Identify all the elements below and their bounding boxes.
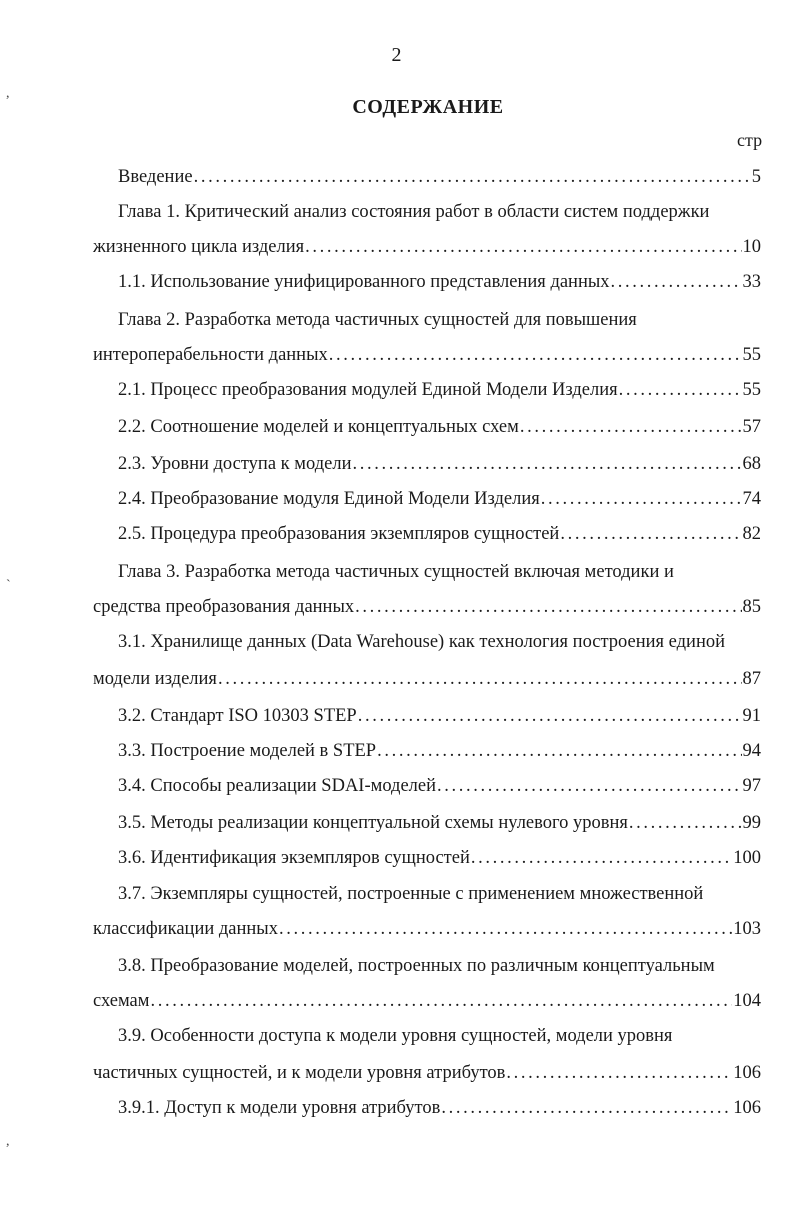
toc-entry[interactable] bbox=[118, 811, 761, 835]
toc-entry[interactable] bbox=[93, 595, 761, 619]
toc-entry[interactable] bbox=[118, 165, 761, 189]
toc-entry-title-first-line: Глава 2. Разработка метода частичных сущностей для повышения bbox=[118, 310, 637, 330]
toc-leader bbox=[560, 522, 741, 546]
toc-entry[interactable] bbox=[118, 487, 761, 511]
toc-leader bbox=[471, 846, 732, 870]
toc-entry-page: 106 bbox=[733, 1063, 761, 1083]
toc-entry[interactable] bbox=[118, 739, 761, 763]
toc-entry-title: 3.9.1. Доступ к модели уровня атрибутов bbox=[118, 1098, 441, 1118]
toc-entry[interactable] bbox=[118, 522, 761, 546]
toc-entry-page: 103 bbox=[733, 919, 761, 939]
toc-entry-page: 82 bbox=[742, 524, 761, 544]
toc-entry-title: 3.5. Методы реализации концептуальной схемы нулевого уровня bbox=[118, 813, 628, 833]
toc-entry[interactable] bbox=[118, 846, 761, 870]
toc-entry-page: 33 bbox=[742, 272, 761, 292]
toc-leader bbox=[506, 1061, 732, 1085]
toc-entry-title-first-line: Глава 1. Критический анализ состояния работ в области систем поддержки bbox=[118, 202, 710, 222]
toc-entry-title: 2.1. Процесс преобразования модулей Единой Модели Изделия bbox=[118, 380, 618, 400]
scan-mark: , bbox=[6, 1134, 10, 1149]
page-number: 2 bbox=[391, 44, 402, 66]
toc-entry-title: классификации данных bbox=[93, 919, 278, 939]
toc-entry-title: 2.4. Преобразование модуля Единой Модели Изделия bbox=[118, 489, 540, 509]
toc-entry-title: интероперабельности данных bbox=[93, 345, 328, 365]
toc-entry-title-first-line: Глава 3. Разработка метода частичных сущностей включая методики и bbox=[118, 562, 674, 582]
toc-entry-page: 106 bbox=[733, 1098, 761, 1118]
toc-entry[interactable] bbox=[118, 270, 761, 294]
toc-leader bbox=[305, 235, 741, 259]
toc-entry-title-first-line: 3.1. Хранилище данных (Data Warehouse) как технология построения единой bbox=[118, 632, 726, 652]
toc-leader bbox=[377, 739, 741, 763]
toc-entry-title: 3.2. Стандарт ISO 10303 STEP bbox=[118, 706, 357, 726]
toc-entry-title-first-line: 3.7. Экземпляры сущностей, построенные с применением множественной bbox=[118, 884, 704, 904]
toc-leader bbox=[541, 487, 742, 511]
toc-entry-title: 1.1. Использование унифицированного представления данных bbox=[118, 272, 610, 292]
toc-entry[interactable] bbox=[93, 343, 761, 367]
page-column-label: стр bbox=[737, 130, 763, 150]
toc-entry[interactable] bbox=[118, 774, 761, 798]
toc-entry[interactable] bbox=[118, 704, 761, 728]
toc-entry-page: 57 bbox=[742, 417, 761, 437]
toc-entry-page: 87 bbox=[742, 669, 761, 689]
scan-mark: , bbox=[6, 86, 10, 101]
toc-entry[interactable] bbox=[93, 1061, 761, 1085]
toc-entry-title: схемам bbox=[93, 991, 150, 1011]
toc-entry-page: 94 bbox=[742, 741, 761, 761]
toc-entry-page: 99 bbox=[742, 813, 761, 833]
toc-leader bbox=[437, 774, 741, 798]
toc-entry-title: средства преобразования данных bbox=[93, 597, 355, 617]
toc-entry[interactable] bbox=[93, 917, 761, 941]
toc-leader bbox=[194, 165, 751, 189]
toc-entry-title: 3.4. Способы реализации SDAI-моделей bbox=[118, 776, 437, 796]
toc-entry-title: модели изделия bbox=[93, 669, 217, 689]
toc-entry-title: жизненного цикла изделия bbox=[93, 237, 305, 257]
toc-entry[interactable] bbox=[118, 378, 761, 402]
toc-leader bbox=[150, 989, 732, 1013]
toc-entry[interactable] bbox=[118, 415, 761, 439]
toc-entry-page: 10 bbox=[742, 237, 761, 257]
toc-entry-title: Введение bbox=[118, 167, 193, 187]
toc-entry-page: 100 bbox=[733, 848, 761, 868]
toc-leader bbox=[355, 595, 741, 619]
toc-entry[interactable] bbox=[118, 1096, 761, 1120]
toc-leader bbox=[619, 378, 742, 402]
toc-entry-title: 2.5. Процедура преобразования экземпляров сущностей bbox=[118, 524, 560, 544]
toc-leader bbox=[279, 917, 732, 941]
toc-leader bbox=[329, 343, 742, 367]
toc-entry-page: 74 bbox=[742, 489, 761, 509]
toc-entry-page: 5 bbox=[751, 167, 761, 187]
toc-leader bbox=[520, 415, 742, 439]
toc-entry-title: 3.6. Идентификация экземпляров сущностей bbox=[118, 848, 470, 868]
toc-leader bbox=[611, 270, 742, 294]
toc-entry[interactable] bbox=[93, 989, 761, 1013]
toc-entry-title: частичных сущностей, и к модели уровня атрибутов bbox=[93, 1063, 506, 1083]
toc-leader bbox=[218, 667, 742, 691]
toc-entry-page: 97 bbox=[742, 776, 761, 796]
toc-entry-title-first-line: 3.9. Особенности доступа к модели уровня сущностей, модели уровня bbox=[118, 1026, 673, 1046]
toc-entry[interactable] bbox=[118, 452, 761, 476]
page-title: СОДЕРЖАНИЕ bbox=[352, 96, 504, 118]
toc-leader bbox=[629, 811, 742, 835]
toc-leader bbox=[352, 452, 741, 476]
scan-mark: ` bbox=[6, 578, 11, 593]
toc-leader bbox=[358, 704, 742, 728]
toc-entry-page: 55 bbox=[742, 345, 761, 365]
toc-entry-title: 3.3. Построение моделей в STEP bbox=[118, 741, 377, 761]
toc-leader bbox=[441, 1096, 732, 1120]
toc-entry-page: 55 bbox=[742, 380, 761, 400]
toc-entry-title-first-line: 3.8. Преобразование моделей, построенных по различным концептуальным bbox=[118, 956, 715, 976]
toc-entry-page: 104 bbox=[733, 991, 761, 1011]
toc-entry-page: 85 bbox=[742, 597, 761, 617]
toc-entry-page: 68 bbox=[742, 454, 761, 474]
toc-entry-title: 2.2. Соотношение моделей и концептуальных схем bbox=[118, 417, 519, 437]
toc-entry[interactable] bbox=[93, 667, 761, 691]
toc-entry[interactable] bbox=[93, 235, 761, 259]
toc-entry-page: 91 bbox=[742, 706, 761, 726]
toc-entry-title: 2.3. Уровни доступа к модели bbox=[118, 454, 352, 474]
